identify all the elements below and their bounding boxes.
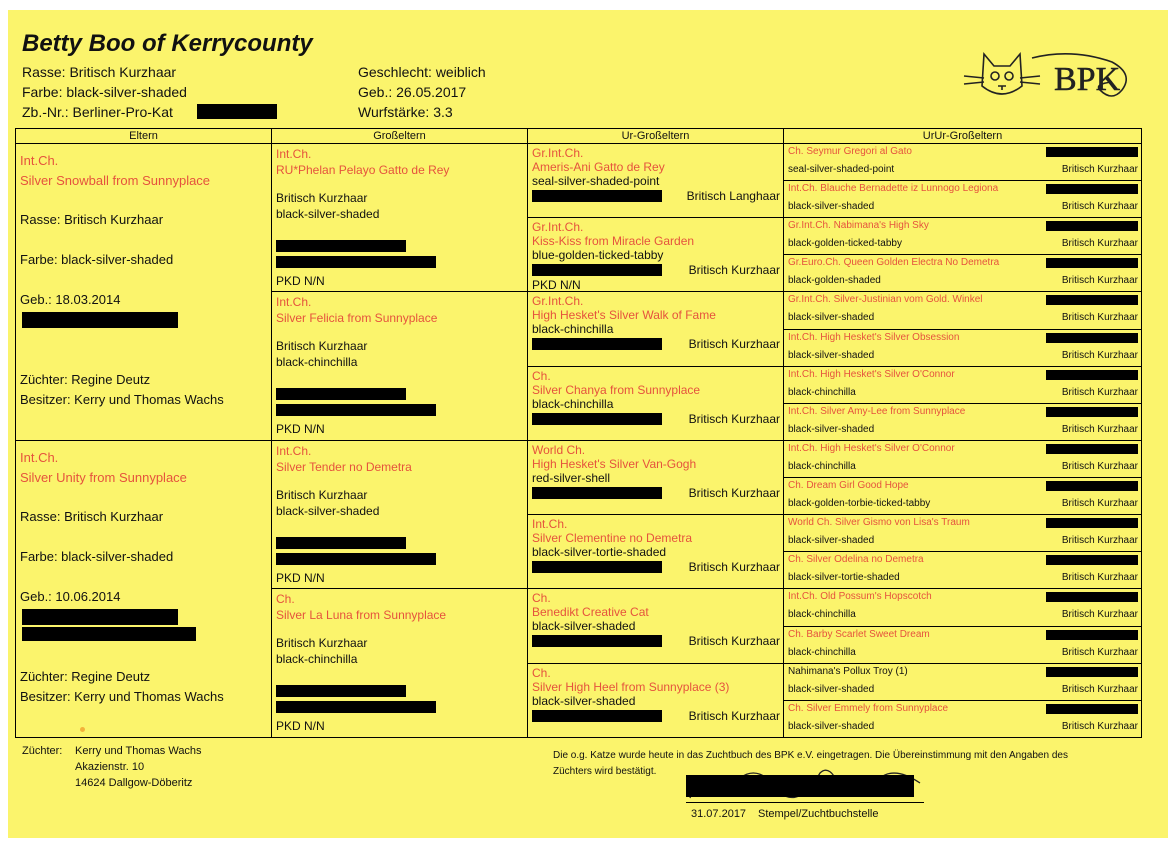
great-grandparent-breed: Britisch Kurzhaar [688,708,780,723]
gg-grandparent-breed: Britisch Kurzhaar [1061,238,1138,249]
grandparent-breed: Britisch Kurzhaar [276,488,368,502]
gg-grandparent-breed: Britisch Kurzhaar [1061,683,1138,695]
redaction-bar [532,338,662,350]
parent-title: Int.Ch. [20,153,59,168]
redaction-bar [276,537,406,549]
great-grandparent-breed: Britisch Kurzhaar [688,411,780,426]
redaction-bar [1046,147,1138,157]
parent-farbe: Farbe: black-silver-shaded [20,549,174,564]
great-grandparent-title: Gr.Int.Ch. [532,220,584,234]
grandparent-name: Silver Tender no Demetra [276,460,412,474]
gg-grandparent-cell [784,515,1142,552]
great-grandparent-color: blue-golden-ticked-tabby [532,248,664,262]
gg-grandparent-name: Gr.Int.Ch. Silver-Justinian vom Gold. Winkel [788,294,983,306]
gg-grandparent-breed: Britisch Kurzhaar [1061,424,1138,435]
gg-grandparent-name: Ch. Seymur Gregori al Gato [788,146,912,157]
redaction-bar [22,609,178,625]
gg-grandparent-name: Gr.Euro.Ch. Queen Golden Electra No Demetra [788,257,1000,269]
redaction-bar [1046,407,1138,417]
redaction-bar [1046,295,1138,305]
gg-grandparent-name: World Ch. Silver Gismo von Lisa's Traum [788,517,970,528]
gg-grandparent-breed: Britisch Kurzhaar [1061,609,1138,621]
redaction-bar [532,487,662,499]
gg-grandparent-color: black-golden-ticked-tabby [788,238,902,249]
gg-grandparent-cell [784,441,1142,478]
great-grandparent-name: Silver Clementine no Demetra [532,531,693,545]
great-grandparent-title: World Ch. [532,443,586,457]
gg-grandparent-cell [784,626,1142,663]
grandparent-color: black-silver-shaded [276,207,380,221]
gg-grandparent-name: Gr.Int.Ch. Nabimana's High Sky [788,220,929,231]
gg-grandparent-name: Ch. Silver Emmely from Sunnyplace [788,703,949,714]
footer-note-line2: Züchters wird bestätigt. [553,766,657,777]
redaction-bar [1046,221,1138,231]
great-grandparent-breed: Britisch Kurzhaar [688,337,780,352]
gg-grandparent-name: Int.Ch. High Hesket's Silver Obsession [788,331,960,343]
parent-zuechter: Züchter: Regine Deutz [20,669,151,684]
svg-text:BPK: BPK [1054,61,1121,98]
great-grandparent-breed: Britisch Kurzhaar [688,263,780,277]
great-grandparent-cell [528,366,784,440]
gg-grandparent-breed: Britisch Kurzhaar [1061,275,1138,287]
great-grandparent-title: Int.Ch. [532,517,568,531]
gg-grandparent-breed: Britisch Kurzhaar [1061,535,1138,546]
great-grandparent-breed: Britisch Kurzhaar [688,486,780,500]
redaction-bar [22,627,196,641]
great-grandparent-color: seal-silver-shaded-point [532,174,660,188]
gg-grandparent-name: Int.Ch. High Hesket's Silver O'Connor [788,443,955,454]
gg-grandparent-color: black-golden-shaded [788,275,881,287]
pedigree-table [15,128,1142,738]
gg-grandparent-color: black-silver-shaded [788,683,875,695]
redaction-bar [276,388,406,400]
header-geb: Geb.: 26.05.2017 [358,84,467,100]
footer-stamp: Stempel/Zuchtbuchstelle [758,808,879,820]
gg-grandparent-breed: Britisch Kurzhaar [1061,461,1138,472]
great-grandparent-name: Ameris-Ani Gatto de Rey [532,160,665,174]
redaction-bar [276,404,436,416]
gg-grandparent-cell [784,181,1142,218]
gg-grandparent-name: Int.Ch. High Hesket's Silver O'Connor [788,368,955,380]
header-rasse: Rasse: Britisch Kurzhaar [22,64,177,80]
gg-grandparent-cell [784,701,1142,738]
gg-grandparent-name: Ch. Silver Odelina no Demetra [788,554,924,566]
great-grandparent-pkd: PKD N/N [532,278,581,292]
grandparent-title: Int.Ch. [276,147,312,161]
footer-breeder-name: Kerry und Thomas Wachs [75,745,202,757]
header-geschlecht: Geschlecht: weiblich [358,64,486,80]
great-grandparent-color: red-silver-shell [532,471,611,485]
redaction-bar [276,685,406,697]
redaction-bar [197,104,277,119]
great-grandparent-color: black-silver-tortie-shaded [532,545,667,559]
great-grandparent-cell [528,515,784,589]
parent-rasse: Rasse: Britisch Kurzhaar [20,509,164,524]
parent-cell [16,441,272,738]
parent-geb: Geb.: 18.03.2014 [20,292,121,307]
grandparent-color: black-silver-shaded [276,504,380,518]
grandparent-color: black-chinchilla [276,652,358,667]
gg-grandparent-name: Ch. Barby Scarlet Sweet Dream [788,628,930,640]
gg-grandparent-breed: Britisch Kurzhaar [1061,572,1138,584]
great-grandparent-name: Silver High Heel from Sunnyplace (3) [532,679,730,694]
great-grandparent-color: black-chinchilla [532,322,614,337]
gg-grandparent-color: black-chinchilla [788,646,856,658]
gg-grandparent-cell [784,404,1142,441]
grandparent-pkd: PKD N/N [276,422,325,437]
header-farbe: Farbe: black-silver-shaded [22,84,187,100]
redaction-bar [686,775,914,797]
great-grandparent-color: black-silver-shaded [532,693,636,708]
great-grandparent-breed: Britisch Langhaar [686,189,780,203]
great-grandparent-name: Silver Chanya from Sunnyplace [532,382,701,397]
great-grandparent-name: Benedikt Creative Cat [532,605,649,620]
gg-grandparent-name: Int.Ch. Old Possum's Hopscotch [788,591,932,603]
header-wurf: Wurfstärke: 3.3 [358,104,453,120]
redaction-bar [1046,333,1138,343]
gg-grandparent-breed: Britisch Kurzhaar [1061,646,1138,658]
great-grandparent-cell [528,589,784,663]
great-grandparent-title: Ch. [532,591,551,606]
redaction-bar [1046,630,1138,640]
redaction-bar [532,264,662,276]
redaction-bar [1046,704,1138,714]
bpk-logo [962,40,1142,112]
great-grandparent-cell [528,218,784,292]
grandparent-pkd: PKD N/N [276,274,325,288]
gg-grandparent-color: black-golden-torbie-ticked-tabby [788,498,931,509]
great-grandparent-title: Gr.Int.Ch. [532,294,584,309]
gg-grandparent-name: Nahimana's Pollux Troy (1) [788,665,908,677]
parent-cell [16,144,272,441]
gg-grandparent-color: black-silver-shaded [788,312,875,324]
gg-grandparent-color: black-chinchilla [788,386,856,398]
redaction-bar [1046,258,1138,268]
grandparent-name: RU*Phelan Pelayo Gatto de Rey [276,163,450,177]
gg-grandparent-breed: Britisch Kurzhaar [1061,349,1138,361]
gg-grandparent-breed: Britisch Kurzhaar [1061,164,1138,175]
col-header-urgrosseltern: Ur-Großeltern [528,129,784,144]
parent-title: Int.Ch. [20,450,59,465]
gg-grandparent-color: black-chinchilla [788,609,856,621]
grandparent-breed: Britisch Kurzhaar [276,339,368,354]
gg-grandparent-color: black-silver-shaded [788,349,875,361]
parent-besitzer: Besitzer: Kerry und Thomas Wachs [20,689,224,704]
grandparent-color: black-chinchilla [276,355,358,370]
grandparent-cell [272,441,528,589]
redaction-bar [276,240,406,252]
gg-grandparent-color: black-silver-shaded [788,424,875,435]
redaction-bar [532,190,662,202]
grandparent-name: Silver Felicia from Sunnyplace [276,311,438,326]
great-grandparent-title: Ch. [532,368,551,383]
gg-grandparent-breed: Britisch Kurzhaar [1061,498,1138,509]
gg-grandparent-cell [784,478,1142,515]
gg-grandparent-cell [784,255,1142,292]
gg-grandparent-cell [784,144,1142,181]
grandparent-cell [272,292,528,441]
col-header-eltern: Eltern [16,129,272,144]
redaction-bar [532,413,662,425]
gg-grandparent-color: black-silver-shaded [788,535,875,546]
grandparent-pkd: PKD N/N [276,571,325,585]
great-grandparent-name: Kiss-Kiss from Miracle Garden [532,234,695,248]
great-grandparent-cell [528,441,784,515]
redaction-bar [1046,518,1138,528]
parent-name: Silver Unity from Sunnyplace [20,470,187,485]
great-grandparent-cell [528,144,784,218]
gg-grandparent-breed: Britisch Kurzhaar [1061,386,1138,398]
great-grandparent-breed: Britisch Kurzhaar [688,634,780,649]
grandparent-title: Int.Ch. [276,295,312,310]
grandparent-title: Ch. [276,592,295,607]
footer-note-line1: Die o.g. Katze wurde heute in das Zuchtbuch des BPK e.V. eingetragen. Die Übereinstimmung mit den Angaben des [553,750,1068,761]
parent-geb: Geb.: 10.06.2014 [20,589,121,604]
parent-farbe: Farbe: black-silver-shaded [20,252,174,267]
redaction-bar [1046,555,1138,565]
grandparent-title: Int.Ch. [276,444,312,458]
parent-name: Silver Snowball from Sunnyplace [20,173,211,188]
redaction-bar [1046,370,1138,380]
great-grandparent-name: High Hesket's Silver Van-Gogh [532,457,697,471]
gg-grandparent-cell [784,663,1142,700]
redaction-bar [1046,444,1138,454]
gg-grandparent-breed: Britisch Kurzhaar [1061,312,1138,324]
gg-grandparent-color: black-silver-tortie-shaded [788,572,900,584]
gg-grandparent-cell [784,589,1142,626]
redaction-bar [1046,481,1138,491]
gg-grandparent-cell [784,218,1142,255]
redaction-bar [532,561,662,573]
gg-grandparent-cell [784,366,1142,403]
parent-zuechter: Züchter: Regine Deutz [20,372,151,387]
redaction-bar [276,701,436,713]
great-grandparent-color: black-silver-shaded [532,619,636,634]
redaction-bar [532,635,662,647]
gg-grandparent-cell [784,292,1142,329]
footer-street: Akazienstr. 10 [75,761,145,773]
great-grandparent-breed: Britisch Kurzhaar [688,560,780,574]
grandparent-name: Silver La Luna from Sunnyplace [276,608,447,623]
gg-grandparent-name: Int.Ch. Silver Amy-Lee from Sunnyplace [788,406,966,417]
gg-grandparent-breed: Britisch Kurzhaar [1061,721,1138,732]
parent-rasse: Rasse: Britisch Kurzhaar [20,212,164,227]
redaction-bar [1046,592,1138,602]
grandparent-cell [272,144,528,292]
great-grandparent-title: Ch. [532,665,551,680]
gg-grandparent-cell [784,552,1142,589]
gg-grandparent-color: black-chinchilla [788,461,856,472]
col-header-grosseltern: Großeltern [272,129,528,144]
redaction-bar [276,553,436,565]
signature-line [686,802,924,803]
gg-grandparent-name: Ch. Dream Girl Good Hope [788,480,909,491]
header-zbnr: Zb.-Nr.: Berliner-Pro-Kat [22,104,173,120]
great-grandparent-title: Gr.Int.Ch. [532,146,584,160]
gg-grandparent-breed: Britisch Kurzhaar [1061,201,1138,212]
grandparent-breed: Britisch Kurzhaar [276,191,368,205]
redaction-bar [1046,667,1138,677]
grandparent-cell [272,589,528,738]
gg-grandparent-color: seal-silver-shaded-point [788,164,895,175]
footer-date: 31.07.2017 [691,808,747,820]
great-grandparent-cell [528,292,784,366]
gg-grandparent-name: Int.Ch. Blauche Bernadette iz Lunnogo Legiona [788,183,999,194]
great-grandparent-cell [528,663,784,737]
footer-city: 14624 Dallgow-Döberitz [75,777,193,789]
col-header-ururgrosseltern: UrUr-Großeltern [784,129,1142,144]
decorative-dot [80,727,85,732]
great-grandparent-name: High Hesket's Silver Walk of Fame [532,308,716,323]
grandparent-breed: Britisch Kurzhaar [276,636,368,651]
great-grandparent-color: black-chinchilla [532,396,614,411]
redaction-bar [276,256,436,268]
gg-grandparent-color: black-silver-shaded [788,721,875,732]
redaction-bar [532,710,662,722]
redaction-bar [1046,184,1138,194]
gg-grandparent-color: black-silver-shaded [788,201,875,212]
grandparent-pkd: PKD N/N [276,719,325,734]
footer-breeder-label: Züchter: [22,745,63,757]
gg-grandparent-cell [784,329,1142,366]
parent-besitzer: Besitzer: Kerry und Thomas Wachs [20,392,224,407]
redaction-bar [22,312,178,328]
cat-name: Betty Boo of Kerrycounty [22,30,313,57]
